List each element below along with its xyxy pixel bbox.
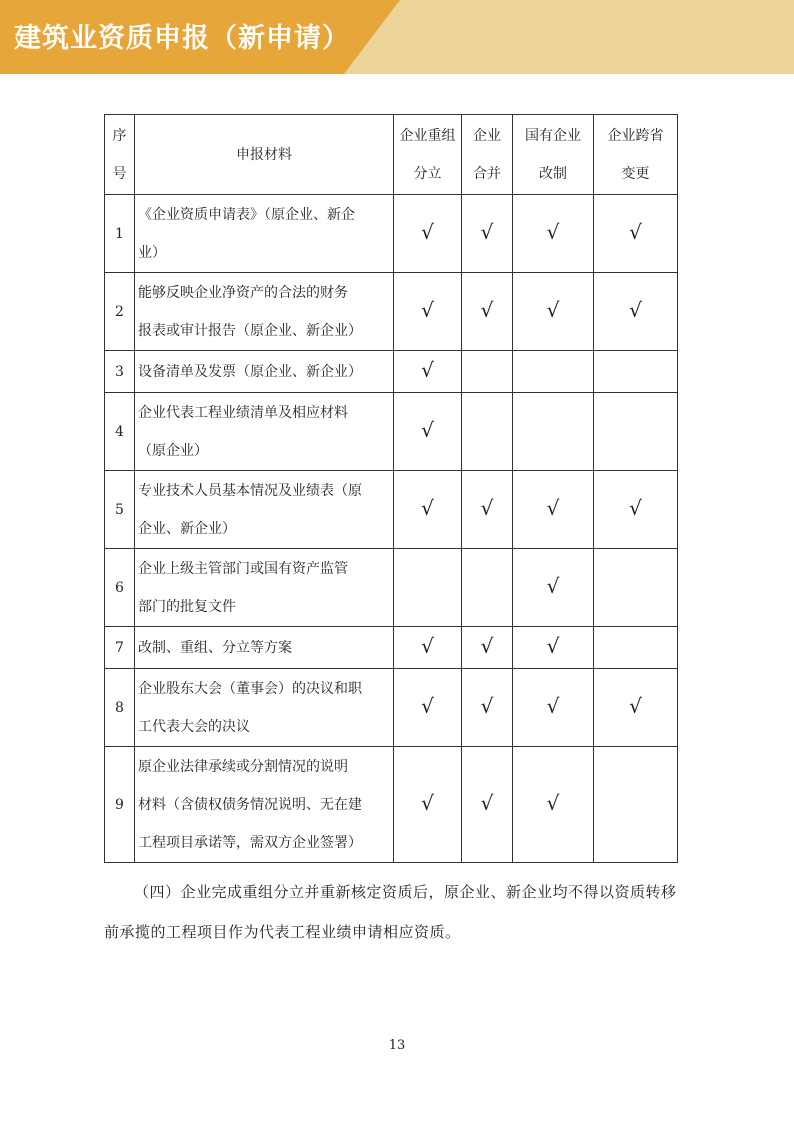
material-cell xyxy=(135,669,394,747)
check-mark-icon: √ xyxy=(421,496,434,520)
header-material: 申报材料 xyxy=(135,115,394,195)
check-mark-icon: √ xyxy=(421,298,434,322)
check-split-cell xyxy=(394,549,462,627)
check-mark-icon: √ xyxy=(629,694,642,718)
check-mark-icon: √ xyxy=(629,496,642,520)
check-cross-province-cell xyxy=(594,273,678,351)
check-mark-icon: √ xyxy=(546,791,560,815)
note-paragraph: （四）企业完成重组分立并重新核定资质后，原企业、新企业均不得以资质转移前承揽的工程项目作为代表工程业绩申请相应资质。 xyxy=(104,883,677,941)
check-cross-province-cell xyxy=(594,195,678,273)
material-line: 报表或审计报告（原企业、新企业） xyxy=(138,322,362,339)
check-cross-province-cell xyxy=(594,351,678,393)
check-cross-province-cell xyxy=(594,393,678,471)
material-cell xyxy=(135,195,394,273)
check-soe-reform-cell xyxy=(513,627,594,669)
check-mark-icon: √ xyxy=(480,634,494,658)
check-split-cell xyxy=(394,627,462,669)
check-soe-reform-cell xyxy=(513,273,594,351)
table-header-row xyxy=(105,115,678,195)
material-cell xyxy=(135,393,394,471)
check-merge-cell xyxy=(462,669,513,747)
check-mark-icon: √ xyxy=(421,634,434,658)
material-line: 专业技术人员基本情况及业绩表（原 xyxy=(138,482,362,499)
row-number: 7 xyxy=(105,627,135,669)
table-row xyxy=(105,195,678,273)
check-merge-cell xyxy=(462,195,513,273)
check-merge-cell xyxy=(462,273,513,351)
table-row xyxy=(105,627,678,669)
material-line: 企业股东大会（董事会）的决议和职 xyxy=(138,680,362,697)
material-cell xyxy=(135,627,394,669)
header-col-merge: 企业 合并 xyxy=(462,115,513,195)
material-line: 企业代表工程业绩清单及相应材料 xyxy=(138,404,348,421)
table-row xyxy=(105,273,678,351)
material-line: 业） xyxy=(138,244,166,261)
page-number: 13 xyxy=(388,1038,406,1053)
check-split-cell xyxy=(394,471,462,549)
check-cross-province-cell xyxy=(594,471,678,549)
check-cross-province-cell xyxy=(594,549,678,627)
check-merge-cell xyxy=(462,747,513,863)
check-soe-reform-cell xyxy=(513,549,594,627)
check-split-cell xyxy=(394,351,462,393)
check-mark-icon: √ xyxy=(421,220,434,244)
material-line: 工代表大会的决议 xyxy=(138,718,250,735)
check-soe-reform-cell xyxy=(513,747,594,863)
check-mark-icon: √ xyxy=(480,791,494,815)
check-mark-icon: √ xyxy=(629,298,642,322)
row-number: 1 xyxy=(105,195,135,273)
check-merge-cell xyxy=(462,471,513,549)
row-number: 6 xyxy=(105,549,135,627)
material-cell xyxy=(135,351,394,393)
check-mark-icon: √ xyxy=(546,634,560,658)
material-line: 企业上级主管部门或国有资产监管 xyxy=(138,560,348,577)
check-merge-cell xyxy=(462,351,513,393)
check-mark-icon: √ xyxy=(546,220,560,244)
table-body xyxy=(105,195,678,863)
table-row xyxy=(105,549,678,627)
check-cross-province-cell xyxy=(594,627,678,669)
table-row xyxy=(105,471,678,549)
check-mark-icon: √ xyxy=(421,418,434,442)
check-mark-icon: √ xyxy=(421,791,434,815)
requirements-table xyxy=(104,114,678,863)
table-row xyxy=(105,747,678,863)
row-number: 5 xyxy=(105,471,135,549)
table-row xyxy=(105,393,678,471)
row-number: 4 xyxy=(105,393,135,471)
check-mark-icon: √ xyxy=(480,220,494,244)
material-line: 工程项目承诺等，需双方企业签署） xyxy=(138,834,362,851)
check-split-cell xyxy=(394,747,462,863)
header-col-split: 企业重组 分立 xyxy=(394,115,462,195)
check-soe-reform-cell xyxy=(513,393,594,471)
header-col-cross-province: 企业跨省 变更 xyxy=(594,115,678,195)
check-mark-icon: √ xyxy=(546,694,560,718)
header-no: 序 号 xyxy=(105,115,135,195)
check-mark-icon: √ xyxy=(480,298,494,322)
check-soe-reform-cell xyxy=(513,195,594,273)
material-cell xyxy=(135,747,394,863)
material-line: 《企业资质申请表》（原企业、新企 xyxy=(138,206,355,223)
check-mark-icon: √ xyxy=(629,220,642,244)
row-number: 9 xyxy=(105,747,135,863)
check-split-cell xyxy=(394,195,462,273)
row-number: 2 xyxy=(105,273,135,351)
check-mark-icon: √ xyxy=(546,496,560,520)
material-cell xyxy=(135,471,394,549)
check-soe-reform-cell xyxy=(513,351,594,393)
table-row xyxy=(105,351,678,393)
material-line: 设备清单及发票（原企业、新企业） xyxy=(138,363,362,380)
material-line: 部门的批复文件 xyxy=(138,598,236,615)
check-soe-reform-cell xyxy=(513,669,594,747)
check-mark-icon: √ xyxy=(480,694,494,718)
row-number: 3 xyxy=(105,351,135,393)
header-col-soe-reform: 国有企业 改制 xyxy=(513,115,594,195)
material-line: 能够反映企业净资产的合法的财务 xyxy=(138,284,348,301)
material-line: （原企业） xyxy=(138,442,208,459)
check-mark-icon: √ xyxy=(421,694,434,718)
check-split-cell xyxy=(394,273,462,351)
page-title: 建筑业资质申报（新申请） xyxy=(14,23,350,54)
check-mark-icon: √ xyxy=(546,574,560,598)
material-cell xyxy=(135,273,394,351)
check-cross-province-cell xyxy=(594,669,678,747)
material-line: 原企业法律承续或分割情况的说明 xyxy=(138,758,348,775)
check-merge-cell xyxy=(462,393,513,471)
check-split-cell xyxy=(394,393,462,471)
check-split-cell xyxy=(394,669,462,747)
material-cell xyxy=(135,549,394,627)
table-row xyxy=(105,669,678,747)
row-number: 8 xyxy=(105,669,135,747)
check-merge-cell xyxy=(462,549,513,627)
check-mark-icon: √ xyxy=(421,358,434,382)
material-line: 企业、新企业） xyxy=(138,520,236,537)
check-mark-icon: √ xyxy=(480,496,494,520)
check-soe-reform-cell xyxy=(513,471,594,549)
check-cross-province-cell xyxy=(594,747,678,863)
check-merge-cell xyxy=(462,627,513,669)
check-mark-icon: √ xyxy=(546,298,560,322)
material-line: 材料（含债权债务情况说明、无在建 xyxy=(138,796,362,813)
material-line: 改制、重组、分立等方案 xyxy=(138,639,292,656)
